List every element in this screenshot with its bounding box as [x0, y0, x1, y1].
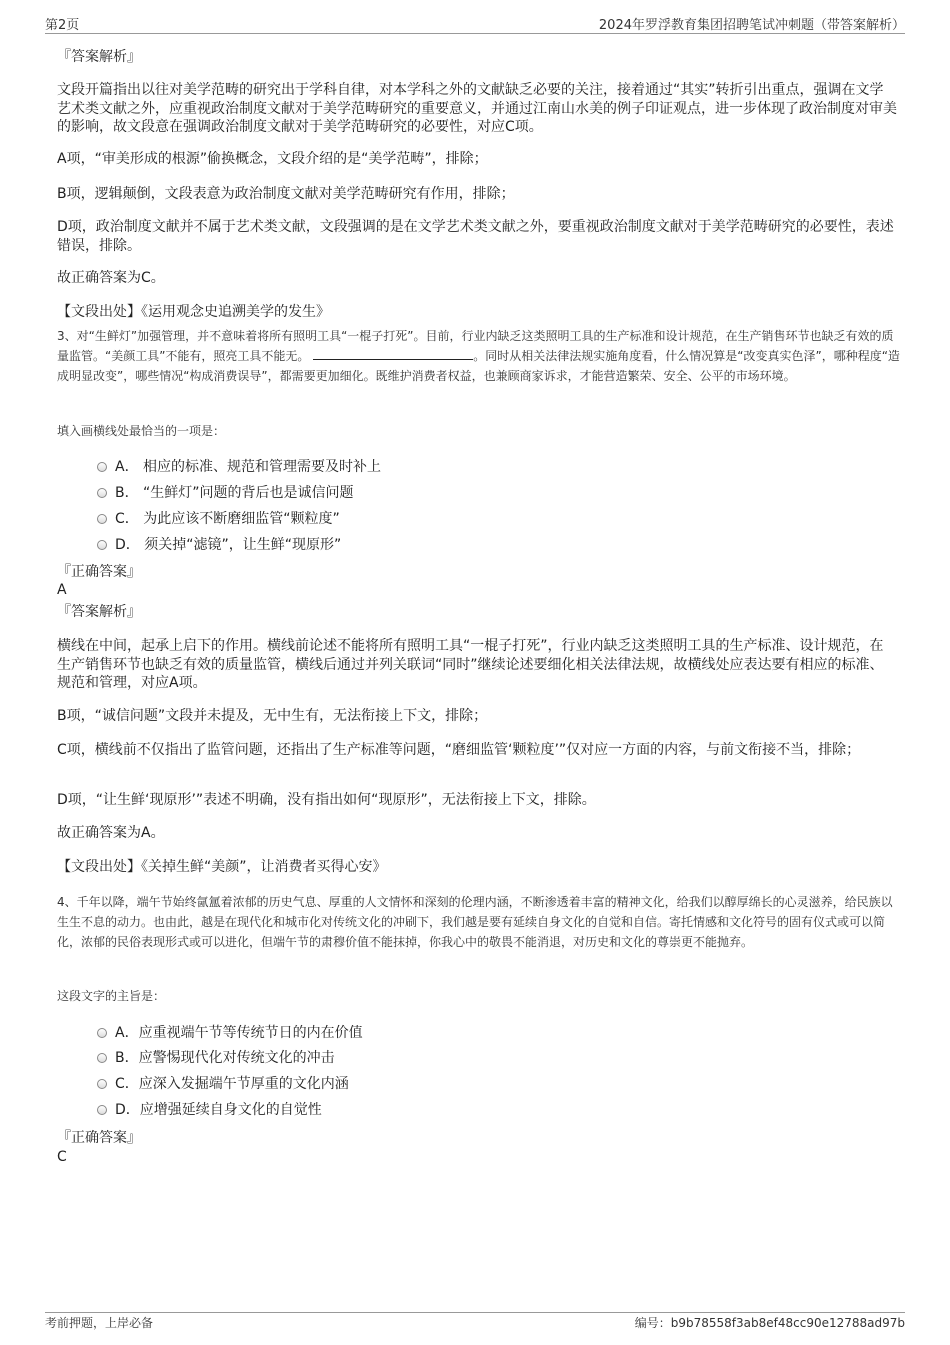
radio-icon[interactable]: [97, 1079, 107, 1089]
fill-blank: [313, 348, 473, 360]
option-b[interactable]: [97, 1049, 335, 1067]
stem-part: 。同时从相关法律法规实施角度看，什么情况算是“改变真实色泽”，哪种程度“造成明显改变”，哪些情况“构成消费误导”，都需要更加细化。既维护消费者权益，也兼顾商家诉求，才能营造繁荣、安全、公平的市场环境。: [57, 348, 900, 383]
radio-icon[interactable]: [97, 1105, 107, 1115]
footer-divider: [45, 1312, 905, 1313]
radio-icon[interactable]: [97, 488, 107, 498]
option-a[interactable]: [97, 1024, 363, 1042]
option-d[interactable]: [97, 536, 341, 554]
document-title: 2024年罗浮教育集团招聘笔试冲刺题（带答案解析）: [598, 18, 905, 33]
radio-icon[interactable]: [97, 1053, 107, 1063]
option-d-analysis: D项，“让生鲜‘现原形’”表述不明确，没有指出如何“现原形”，无法衔接上下文，排除。: [57, 792, 596, 808]
analysis-label: 『答案解析』: [57, 49, 141, 65]
option-label: A．应重视端午节等传统节日的内在价值: [115, 1025, 363, 1041]
page-number: 第2页: [45, 18, 80, 33]
question-prompt: 填入画横线处最恰当的一项是：: [57, 424, 226, 438]
option-d-analysis: D项，政治制度文献并不属于艺术类文献，文段强调的是在文学艺术类文献之外，要重视政治制度文献对于美学范畴研究的必要性，表述错误，排除。: [57, 219, 894, 254]
answer-label: 『正确答案』: [57, 564, 141, 580]
option-a[interactable]: [97, 458, 381, 476]
option-a-analysis: A项，“审美形成的根源”偷换概念，文段介绍的是“美学范畴”，排除；: [57, 151, 488, 167]
source: 【文段出处】《运用观念史追溯美学的发生》: [57, 304, 330, 320]
option-label: A． 相应的标准、规范和管理需要及时补上: [115, 459, 382, 475]
analysis-text: 横线在中间，起承上启下的作用。横线前论述不能将所有照明工具“一棍子打死”，行业内缺乏这类照明工具的生产标准、设计规范，在生产销售环节也缺乏有效的质量监管，横线后通过并列关联词“同时”继续论述要细化相关法律法规，故横线处应表达要有相应的标准、规范和管理，对应A项。: [57, 638, 884, 691]
option-b-analysis: B项，“诚信问题”文段并未提及，无中生有，无法衔接上下文，排除；: [57, 708, 488, 724]
option-c[interactable]: [97, 510, 340, 528]
option-d[interactable]: [97, 1101, 322, 1119]
option-label: C．应深入发掘端午节厚重的文化内涵: [115, 1076, 349, 1092]
radio-icon[interactable]: [97, 462, 107, 472]
option-b-analysis: B项，逻辑颠倒，文段表意为政治制度文献对美学范畴研究有作用，排除；: [57, 186, 515, 202]
question-4-stem: 4、千年以降，端午节始终氤氲着浓郁的历史气息、厚重的人文情怀和深刻的伦理内涵，不断渗透着丰富的精神文化，给我们以醇厚绵长的心灵滋养，给民族以生生不息的动力。也由此，越是在现代化和城市化对传统文化的冲刷下，我们越是要有延续自身文化的自觉和自信。寄托情感和文化符号的固有仪式或可以简化，浓郁的民俗表现形式或可以进化，但端午节的肃穆价值不能抹掉，你我心中的敬畏不能消退，对历史和文化的尊崇更不能抛弃。: [57, 895, 893, 949]
radio-icon[interactable]: [97, 514, 107, 524]
answer: A: [57, 582, 67, 598]
option-label: C． 为此应该不断磨细监管“颗粒度”: [115, 511, 340, 527]
document-id: 编号：b9b78558f3ab8ef48cc90e12788ad97b: [634, 1316, 905, 1330]
conclusion: 故正确答案为C。: [57, 270, 165, 286]
radio-icon[interactable]: [97, 540, 107, 550]
option-b[interactable]: [97, 484, 354, 502]
option-c[interactable]: [97, 1075, 349, 1093]
answer-label: 『正确答案』: [57, 1130, 141, 1146]
analysis-label: 『答案解析』: [57, 604, 141, 620]
question-prompt: 这段文字的主旨是：: [57, 989, 166, 1003]
option-label: D． 须关掉“滤镜”，让生鲜“现原形”: [115, 537, 342, 553]
radio-icon[interactable]: [97, 1028, 107, 1038]
header-divider: [45, 33, 905, 34]
option-label: B．应警惕现代化对传统文化的冲击: [115, 1050, 335, 1066]
question-3-stem: [57, 327, 902, 386]
option-label: B． “生鲜灯”问题的背后也是诚信问题: [115, 485, 354, 501]
answer: C: [57, 1149, 67, 1165]
source: 【文段出处】《关掉生鲜“美颜”，让消费者买得心安》: [57, 859, 387, 875]
analysis-text: 文段开篇指出以往对美学范畴的研究出于学科自律，对本学科之外的文献缺乏必要的关注，接着通过“其实”转折引出重点，强调在文学艺术类文献之外，应重视政治制度文献对于美学范畴研究的重要意义，并通过江南山水美的例子印证观点，进一步体现了政治制度对审美的影响，故文段意在强调政治制度文献对于美学范畴研究的必要性，对应C项。: [57, 82, 897, 135]
stem-part: 3、对“生鲜灯”加强管理，并不意味着将所有照明工具“一棍子打死”。目前，行业内缺乏这类照明工具的生产标准和设计规范，在生产销售环节也缺乏有效的质量监管。“美颜工具”不能有，照亮工具不能无。: [57, 329, 894, 363]
conclusion: 故正确答案为A。: [57, 825, 165, 841]
option-label: D．应增强延续自身文化的自觉性: [115, 1102, 322, 1118]
option-c-analysis: C项，横线前不仅指出了监管问题，还指出了生产标准等问题，“磨细监管‘颗粒度’”仅对应一方面的内容，与前文衔接不当，排除；: [57, 742, 861, 758]
footer-slogan: 考前押题，上岸必备: [45, 1316, 154, 1330]
